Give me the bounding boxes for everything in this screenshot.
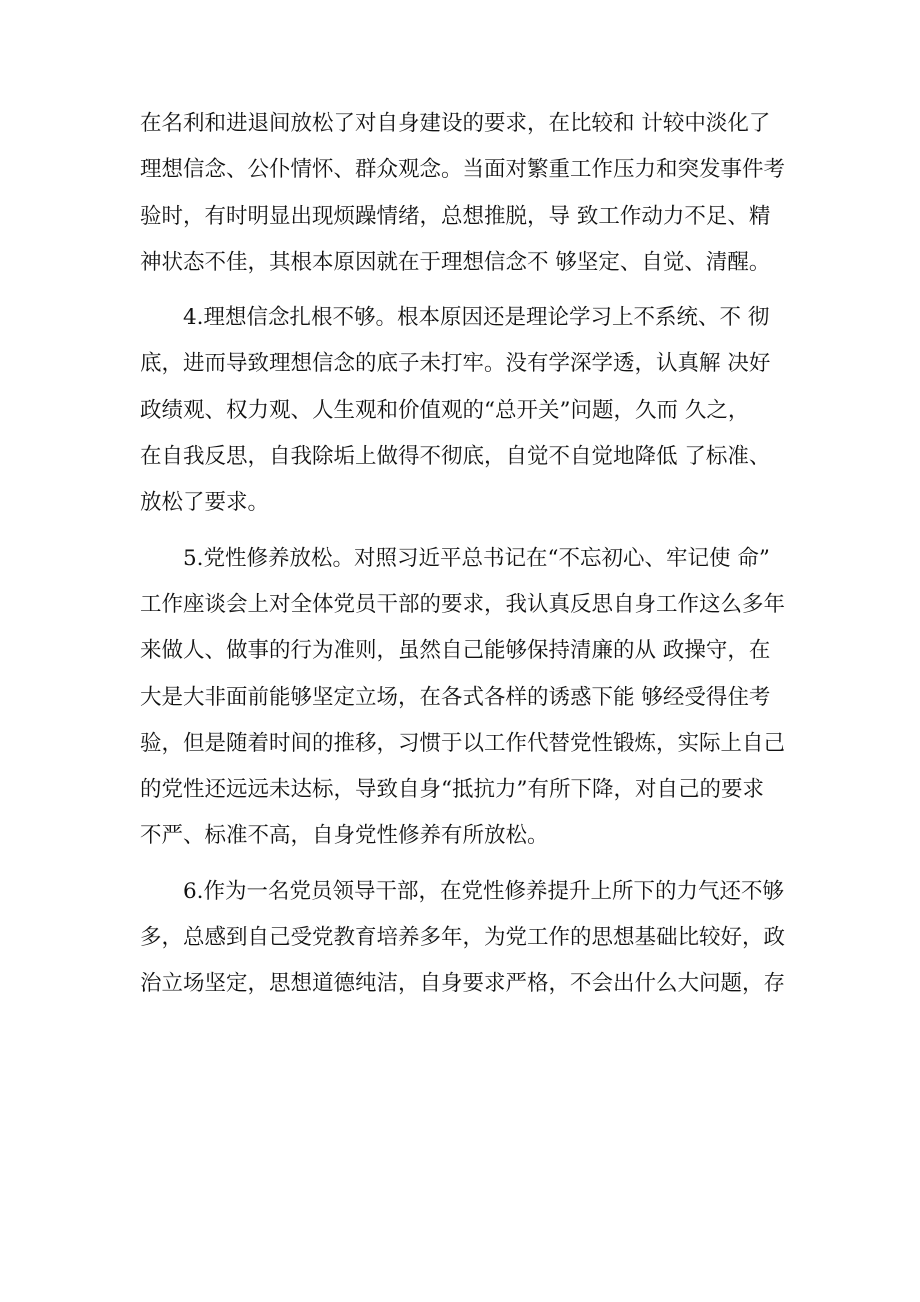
text-line: 验，但是随着时间的推移，习惯于以工作代替党性锻炼，实际上自己 [140,730,786,756]
text-line: 治立场坚定，思想道德纯洁，自身要求严格，不会出什么大问题，存 [140,971,786,997]
text-line: 5.党性修养放松。对照习近平总书记在“不忘初心、牢记使 命” [183,545,770,571]
text-line: 来做人、做事的行为准则，虽然自己能够保持清廉的从 政操守，在 [140,638,771,664]
text-line: 在名利和进退间放松了对自身建设的要求，在比较和 计较中淡化了 [140,111,771,136]
text-line: 4.理想信念扎根不够。根本原因还是理论学习上不系统、不 彻 [183,305,770,331]
paragraph [140,869,785,1008]
text-line: 政绩观、权力观、人生观和价值观的“总开关”问题，久而 久之， [140,397,750,423]
text-line: 神状态不佳，其根本原因就在于理想信念不 够坚定、自觉、清醒。 [140,249,771,275]
paragraph [140,101,785,286]
text-line: 6.作为一名党员领导干部，在党性修养提升上所下的力气还不够 [183,878,785,904]
document-body [140,101,785,1008]
text-line: 放松了要求。 [140,490,270,516]
paragraph-gap [140,860,785,869]
text-line: 工作座谈会上对全体党员干部的要求，我认真反思自身工作这么多年 [140,591,786,617]
paragraph [140,295,785,526]
text-line: 理想信念、公仆情怀、群众观念。当面对繁重工作压力和突发事件考 [140,157,786,183]
paragraph-gap [140,527,785,536]
paragraph-gap [140,286,785,295]
text-line: 底，进而导致理想信念的底子未打牢。没有学深学透，认真解 决好 [140,351,771,377]
text-line: 验时，有时明显出现烦躁情绪，总想推脱，导 致工作动力不足、精 [140,203,771,229]
text-line: 多，总感到自己受党教育培养多年，为党工作的思想基础比较好，政 [140,925,786,951]
text-line: 不严、标准不高，自身党性修养有所放松。 [140,823,549,849]
text-line: 在自我反思，自我除垢上做得不彻底，自觉不自觉地降低 了标准、 [140,444,771,470]
text-line: 的党性还远远未达标，导致自身“抵抗力”有所下降，对自己的要求 [140,777,764,803]
paragraph [140,536,785,860]
text-line: 大是大非面前能够坚定立场，在各式各样的诱惑下能 够经受得住考 [140,684,771,710]
